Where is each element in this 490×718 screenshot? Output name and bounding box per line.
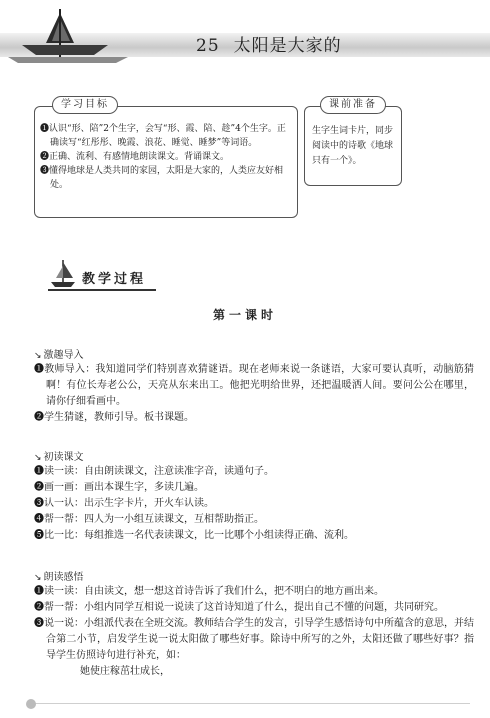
section-body bbox=[34, 584, 474, 680]
preparation-text: 生字生词卡片，同步阅读中的诗歌《地球只有一个》。 bbox=[312, 126, 394, 166]
objective-item: ❷正确、流利、有感情地朗读课文。背诵课文。 bbox=[40, 152, 230, 162]
arrow-icon: ↘ bbox=[34, 351, 42, 361]
section-title: 初读课文 bbox=[43, 452, 84, 463]
objective-item: ❸懂得地球是人类共同的家园，太阳是大家的，人类应友好相处。 bbox=[40, 166, 284, 190]
section-heading bbox=[34, 448, 84, 463]
paragraph: ❶读一读：自由读文，想一想这首诗告诉了我们什么，把不明白的地方画出来。 bbox=[34, 586, 384, 597]
page-dot bbox=[26, 699, 36, 709]
paragraph: ❹帮一帮：四人为一小组互读课文，互相帮助指正。 bbox=[34, 514, 264, 525]
sailboat-icon bbox=[48, 258, 78, 290]
lesson-number: 25 bbox=[196, 36, 220, 56]
section-title: 朗读感悟 bbox=[43, 572, 84, 583]
objectives-list bbox=[40, 122, 292, 192]
bottom-rule bbox=[30, 703, 470, 704]
process-heading: 教学过程 bbox=[82, 272, 147, 287]
paragraph: ❷学生猜谜，教师引导。板书课题。 bbox=[34, 412, 194, 423]
paragraph: ❺比一比：每组推选一名代表读课文，比一比哪个小组读得正确、流利。 bbox=[34, 530, 354, 541]
lesson-title-text: 太阳是大家的 bbox=[233, 36, 342, 56]
section-heading bbox=[34, 568, 84, 583]
preparation-tag: 课前准备 bbox=[320, 96, 386, 114]
section-body bbox=[34, 464, 474, 544]
arrow-icon: ↘ bbox=[34, 573, 42, 583]
sailboat-ornament-icon bbox=[8, 5, 128, 75]
paragraph: ❷画一画：画出本课生字，多读几遍。 bbox=[34, 482, 204, 493]
section-heading bbox=[34, 346, 84, 361]
session-title: 第一课时 bbox=[212, 308, 277, 322]
paragraph: ❸认一认：出示生字卡片，开火车认读。 bbox=[34, 498, 214, 509]
objectives-tag: 学习目标 bbox=[52, 96, 118, 114]
paragraph: ❶读一读：自由朗读课文，注意读准字音，读通句子。 bbox=[34, 466, 274, 477]
objective-item: ❶认识“形、陪”2个生字，会写“形、霞、陪、趁”4个生字。正确读写“红彤彤、晚霞、浪花、睡觉、睡梦”等词语。 bbox=[40, 124, 286, 148]
paragraph: ❸说一说：小组派代表在全班交流。教师结合学生的发言，引导学生感悟诗句中所蕴含的意思，并结合第二小节，启发学生说一说太阳做了哪些好事。除诗中所写的之外，太阳还做了哪些好事？指导学生仿照诗句进行补充，如： bbox=[34, 618, 474, 661]
section-title: 激趣导入 bbox=[43, 350, 84, 361]
lesson-title bbox=[196, 36, 342, 56]
paragraph: ❷帮一帮：小组内同学互相说一说读了这首诗知道了什么，提出自己不懂的问题，共同研究。 bbox=[34, 602, 444, 613]
example-line: 她使庄稼茁壮成长， bbox=[80, 666, 170, 677]
section-body bbox=[34, 362, 474, 426]
heading-underline bbox=[48, 289, 156, 291]
arrow-icon: ↘ bbox=[34, 453, 42, 463]
paragraph: ❶教师导入：我知道同学们特别喜欢猜谜语。现在老师来说一条谜语，大家可要认真听，动脑筋猜啊！有位长寿老公公，天亮从东来出工。他把光明给世界，还把温暖洒人间。要问公公在哪里，请你仔细看画中。 bbox=[34, 364, 474, 407]
